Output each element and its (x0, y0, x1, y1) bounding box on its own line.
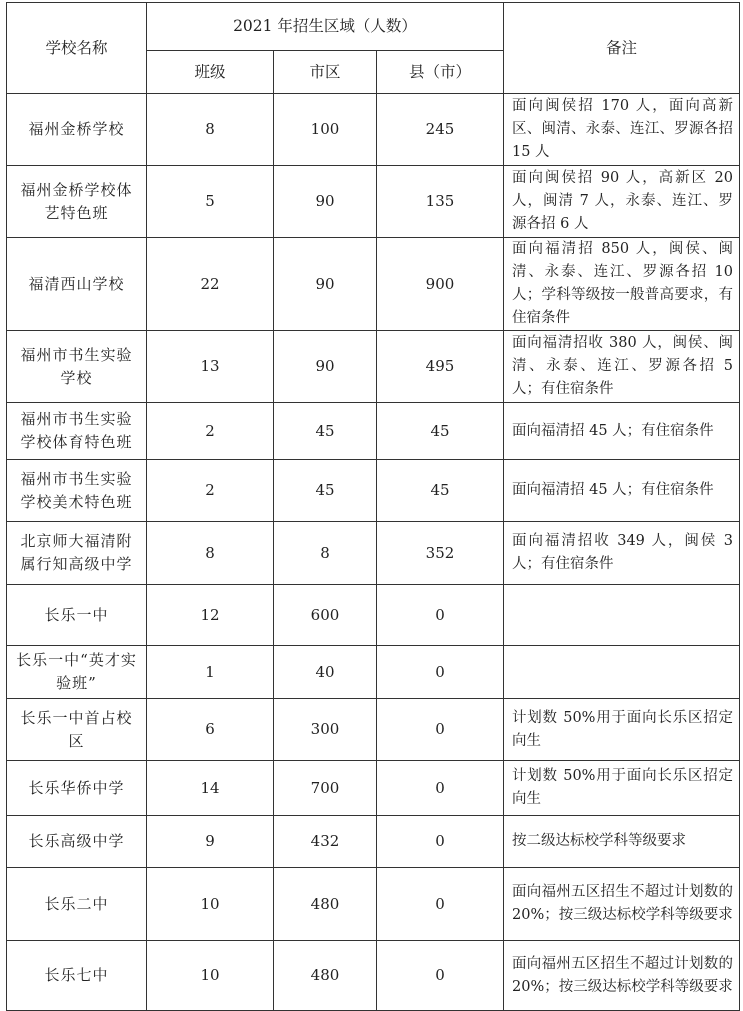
school-name-cell: 长乐二中 (7, 868, 147, 941)
table-row (7, 94, 740, 166)
header-remarks: 备注 (504, 3, 740, 94)
county-cell: 900 (377, 238, 504, 331)
school-name-cell: 长乐一中首占校区 (7, 699, 147, 761)
remarks-cell (504, 646, 740, 699)
school-name-cell: 长乐高级中学 (7, 816, 147, 868)
header-classes: 班级 (147, 51, 274, 94)
remarks-cell (504, 585, 740, 646)
city-cell: 432 (274, 816, 377, 868)
school-name-cell: 福州金桥学校 (7, 94, 147, 166)
header-school-name: 学校名称 (7, 3, 147, 94)
table-row (7, 816, 740, 868)
table-row (7, 403, 740, 460)
classes-cell: 5 (147, 166, 274, 238)
remarks-cell: 面向福清招 45 人；有住宿条件 (504, 403, 740, 460)
city-cell: 700 (274, 761, 377, 816)
classes-cell: 14 (147, 761, 274, 816)
school-name-cell: 福州金桥学校体艺特色班 (7, 166, 147, 238)
school-name-cell: 北京师大福清附属行知高级中学 (7, 522, 147, 585)
table-row (7, 868, 740, 941)
school-name-cell: 福州市书生实验学校 (7, 331, 147, 403)
county-cell: 245 (377, 94, 504, 166)
table-row (7, 166, 740, 238)
classes-cell: 1 (147, 646, 274, 699)
header-county: 县（市） (377, 51, 504, 94)
county-cell: 0 (377, 699, 504, 761)
city-cell: 90 (274, 331, 377, 403)
school-name-cell: 长乐七中 (7, 941, 147, 1011)
remarks-cell: 面向福州五区招生不超过计划数的 20%；按三级达标校学科等级要求 (504, 868, 740, 941)
classes-cell: 8 (147, 94, 274, 166)
school-name-cell: 福州市书生实验学校美术特色班 (7, 460, 147, 522)
city-cell: 600 (274, 585, 377, 646)
county-cell: 352 (377, 522, 504, 585)
table-row (7, 585, 740, 646)
remarks-cell: 面向福清招 45 人；有住宿条件 (504, 460, 740, 522)
table-row (7, 522, 740, 585)
classes-cell: 22 (147, 238, 274, 331)
school-name-cell: 长乐华侨中学 (7, 761, 147, 816)
county-cell: 0 (377, 761, 504, 816)
city-cell: 45 (274, 460, 377, 522)
remarks-cell: 按二级达标校学科等级要求 (504, 816, 740, 868)
school-name-cell: 福清西山学校 (7, 238, 147, 331)
school-name-cell: 长乐一中“英才实验班” (7, 646, 147, 699)
classes-cell: 8 (147, 522, 274, 585)
county-cell: 0 (377, 941, 504, 1011)
classes-cell: 2 (147, 403, 274, 460)
county-cell: 45 (377, 460, 504, 522)
county-cell: 135 (377, 166, 504, 238)
city-cell: 45 (274, 403, 377, 460)
remarks-cell: 面向福州五区招生不超过计划数的 20%；按三级达标校学科等级要求 (504, 941, 740, 1011)
remarks-cell: 面向福清招收 380 人，闽侯、闽清、永泰、连江、罗源各招 5 人；有住宿条件 (504, 331, 740, 403)
classes-cell: 9 (147, 816, 274, 868)
city-cell: 90 (274, 238, 377, 331)
header-area-title: 2021 年招生区域（人数） (147, 3, 504, 51)
enrollment-table (6, 2, 740, 1011)
table-row (7, 331, 740, 403)
county-cell: 0 (377, 868, 504, 941)
classes-cell: 12 (147, 585, 274, 646)
county-cell: 45 (377, 403, 504, 460)
county-cell: 0 (377, 585, 504, 646)
classes-cell: 2 (147, 460, 274, 522)
table-row (7, 941, 740, 1011)
school-name-cell: 长乐一中 (7, 585, 147, 646)
city-cell: 100 (274, 94, 377, 166)
table-row (7, 761, 740, 816)
county-cell: 0 (377, 816, 504, 868)
county-cell: 495 (377, 331, 504, 403)
remarks-cell: 计划数 50%用于面向长乐区招定向生 (504, 699, 740, 761)
classes-cell: 6 (147, 699, 274, 761)
classes-cell: 10 (147, 868, 274, 941)
school-name-cell: 福州市书生实验学校体育特色班 (7, 403, 147, 460)
county-cell: 0 (377, 646, 504, 699)
remarks-cell: 面向闽侯招 170 人，面向高新区、闽清、永泰、连江、罗源各招 15 人 (504, 94, 740, 166)
remarks-cell: 面向福清招收 349 人，闽侯 3 人；有住宿条件 (504, 522, 740, 585)
remarks-cell: 计划数 50%用于面向长乐区招定向生 (504, 761, 740, 816)
table-row (7, 646, 740, 699)
city-cell: 90 (274, 166, 377, 238)
city-cell: 480 (274, 868, 377, 941)
table-row (7, 460, 740, 522)
city-cell: 300 (274, 699, 377, 761)
city-cell: 40 (274, 646, 377, 699)
city-cell: 8 (274, 522, 377, 585)
classes-cell: 10 (147, 941, 274, 1011)
classes-cell: 13 (147, 331, 274, 403)
table-row (7, 238, 740, 331)
remarks-cell: 面向福清招 850 人，闽侯、闽清、永泰、连江、罗源各招 10 人；学科等级按一般普高要求，有住宿条件 (504, 238, 740, 331)
header-city: 市区 (274, 51, 377, 94)
table-row (7, 699, 740, 761)
city-cell: 480 (274, 941, 377, 1011)
remarks-cell: 面向闽侯招 90 人，高新区 20 人，闽清 7 人，永泰、连江、罗源各招 6 人 (504, 166, 740, 238)
